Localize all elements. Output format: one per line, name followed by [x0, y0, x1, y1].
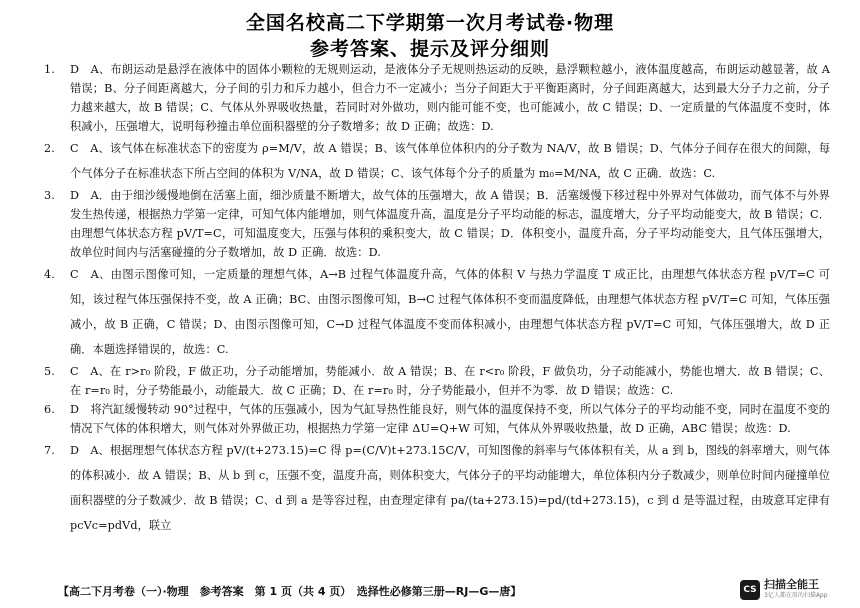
answer-text: D A、根据理想气体状态方程 pV/(t+273.15)=C 得 p=(C/V)t+273.15C/V，可知图像的斜率与气体体积有关，从 a 到 b，图线的斜率增大，则气体的体积减小．故 A 错误；B、从 b 到 c，压强不变，温度升高，则体积变大，气体分子的平均动能增大，单位体积内分子数减少，则单位时间内碰撞单位面积器壁的分子数减少．故 B 错误；C、d 到 a 是等容过程，由查理定律有 pa/(ta+273.15)=pd/(td+273.15)，c 到 d 是等温过程，由玻意耳定律有 pcVc=pdVd，联立 — [70, 444, 830, 532]
answer-number: 6. — [44, 403, 55, 416]
answer-number: 7. — [44, 444, 55, 457]
page-subtitle: 参考答案、提示及评分细则 — [309, 38, 550, 60]
answer-number: 4. — [44, 268, 55, 281]
answer-number: 2. — [44, 142, 55, 155]
answer-number: 1. — [44, 63, 55, 76]
camscanner-logo-icon: CS — [740, 580, 760, 600]
watermark-text-group — [764, 579, 828, 601]
page-footer: 【高二下月考卷（一）·物理 参考答案 第 1 页（共 4 页） 选择性必修第三册—RJ—G—唐】 — [58, 585, 522, 598]
answer-text: D 将汽缸缓慢转动 90°过程中，气体的压强减小，因为气缸导热性能良好，则气体的温度保持不变，所以气体分子的平均动能不变，同时在温度不变的情况下气体的体积增大，则气体对外界做正功，根据热力学第一定律 ΔU=Q+W 可知，气体从外界吸收热量，故 D 正确，ABC 错误；故选：D. — [70, 403, 830, 435]
watermark-name: 扫描全能王 — [764, 578, 819, 591]
answers-list — [44, 60, 830, 538]
answer-text: D A、布朗运动是悬浮在液体中的固体小颗粒的无规则运动，是液体分子无规则热运动的反映，悬浮颗粒越小，液体温度越高，布朗运动越显著，故 A 错误；B、分子间距离越大，分子间的引力和斥力越小，但合力不一定减小；当分子间距大于平衡距离时，分子间距离越大，达到最大分子力之前，分子力越来越大，故 B 错误；C、气体从外界吸收热量，若同时对外做功，则内能可能不变，也可能减小，故 C 错误；D、一定质量的气体温度不变时，体积减小，压强增大，说明每秒撞击单位面积器壁的分子数增多；故 D 正确；故选：D. — [70, 63, 830, 133]
answer-item-2 — [44, 136, 830, 186]
answer-text: C A、在 r>r₀ 阶段，F 做正功，分子动能增加，势能减小．故 A 错误；B、在 r<r₀ 阶段，F 做负功，分子动能减小，势能也增大．故 B 错误；C、在 r=r₀ 时，分子势能最小，动能最大．故 C 正确；D、在 r=r₀ 时，分子势能最小，但并不为零．故 D 错误；故选：C. — [70, 365, 830, 397]
page-title: 全国名校高二下学期第一次月考试卷·物理 — [245, 12, 615, 34]
scanner-watermark — [740, 578, 852, 602]
answer-item-5 — [44, 362, 830, 400]
answer-item-3 — [44, 186, 830, 262]
watermark-sub: 3亿人都在用的扫描App — [764, 592, 828, 599]
answer-number: 5. — [44, 365, 55, 378]
answer-text: C A、由图示图像可知，一定质量的理想气体，A→B 过程气体温度升高，气体的体积 V 与热力学温度 T 成正比，由理想气体状态方程 pV/T=C 可知，该过程气体压强保持不变，故 A 正确；BC、由图示图像可知，B→C 过程气体体积不变而温度降低，由理想气体状态方程 pV/T=C 可知，气体压强减小，故 B 正确，C 错误；D、由图示图像可知，C→D 过程气体温度不变而体积减小，由理想气体状态方程 pV/T=C 可知，气体压强增大，故 D 正确．本题选择错误的，故选：C. — [70, 268, 830, 356]
answer-item-6 — [44, 400, 830, 438]
answer-item-1 — [44, 60, 830, 136]
answer-number: 3. — [44, 189, 55, 202]
answer-text: D A．由于细沙缓慢地倒在活塞上面，细沙质量不断增大，故气体的压强增大，故 A 错误；B．活塞缓慢下移过程中外界对气体做功，而气体不与外界发生热传递，根据热力学第一定律，可知气体内能增加，则气体温度升高，温度是分子平均动能的标志，温度增大，分子平均动能变大，故 B 错误；C．由理想气体状态方程 pV/T=C，可知温度变大，压强与体积的乘积变大，故 C 错误；D．体积变小，温度升高，分子平均动能变大，且气体压强增大，故单位时间内与活塞碰撞的分子数增加，故 D 正确．故选：D. — [70, 189, 830, 259]
answer-text: C A、该气体在标准状态下的密度为 ρ=M/V，故 A 错误；B、该气体单位体积内的分子数为 NA/V，故 B 错误；D、气体分子间存在很大的间隙，每个气体分子在标准状态下所占空间的体积为 V/NA，故 D 错误；C、该气体每个分子的质量为 m₀=M/NA，故 C 正确．故选：C. — [70, 142, 830, 180]
answer-item-7 — [44, 438, 830, 538]
answer-item-4 — [44, 262, 830, 362]
